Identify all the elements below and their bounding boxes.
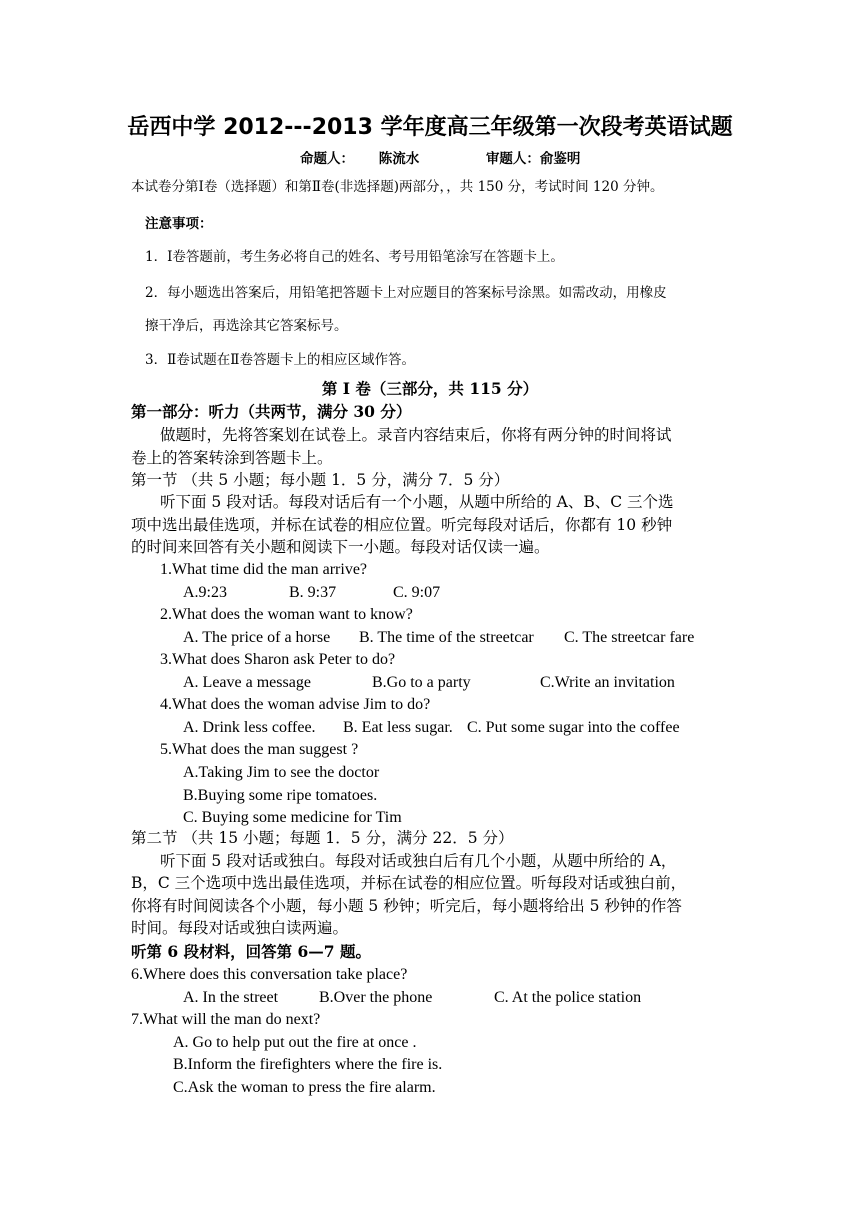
question-6: 6.Where does this conversation take place? [131, 966, 408, 983]
part1-instr: 做题时，先将答案划在试卷上。录音内容结束后，你将有两分钟的时间将试 [160, 426, 672, 444]
section2-instr: 时间。每段对话或独白读两遍。 [131, 919, 349, 937]
question-1: 1.What time did the man arrive? [160, 561, 368, 578]
question-3: 3.What does Sharon ask Peter to do? [160, 651, 396, 668]
question-4: 4.What does the woman advise Jim to do? [160, 696, 431, 713]
option-a: A. Drink less coffee. [183, 719, 316, 736]
note-item: 1．Ⅰ卷答题前，考生务必将自己的姓名、考号用铅笔涂写在答题卡上。 [145, 249, 564, 265]
question-7: 7.What will the man do next? [131, 1011, 321, 1028]
option-c: C. The streetcar fare [564, 629, 695, 646]
option-c: C.Write an invitation [540, 674, 675, 691]
material-6-heading: 听第 6 段材料，回答第 6—7 题。 [131, 942, 371, 961]
setter-name: 陈流水 [378, 151, 420, 167]
volume1-heading: 第 I 卷（三部分，共 115 分） [321, 379, 539, 398]
section1-instr: 听下面 5 段对话。每段对话后有一个小题，从题中所给的 A、B、C 三个选 [160, 493, 674, 511]
note-item: 2．每小题选出答案后，用铅笔把答题卡上对应题目的答案标号涂黑。如需改动，用橡皮 [145, 285, 667, 301]
option-b: B. Eat less sugar. [343, 719, 453, 736]
section1-instr: 的时间来回答有关小题和阅读下一小题。每段对话仅读一遍。 [131, 538, 550, 556]
part1-instr: 卷上的答案转涂到答题卡上。 [131, 449, 333, 467]
section2-instr: 听下面 5 段对话或独白。每段对话或独白后有几个小题，从题中所给的 A， [160, 852, 677, 870]
option-a: A.9:23 [183, 584, 227, 601]
setter-label: 命题人： [300, 151, 354, 167]
option-a: A. The price of a horse [183, 629, 331, 646]
option-b: B.Buying some ripe tomatoes. [183, 787, 378, 804]
exam-intro: 本试卷分第Ⅰ卷（选择题）和第Ⅱ卷(非选择题)两部分，，共 150 分，考试时间 120 分钟。 [131, 179, 664, 195]
option-b: B.Go to a party [372, 674, 471, 691]
section2-heading: 第二节 （共 15 小题；每题 1．5 分，满分 22．5 分） [131, 829, 514, 847]
option-b: B. The time of the streetcar [359, 629, 534, 646]
option-b: B. 9:37 [289, 584, 337, 601]
reviewer: 审题人：俞鉴明 [485, 151, 581, 167]
option-a: A. In the street [183, 989, 279, 1006]
option-b: B.Over the phone [319, 989, 433, 1006]
section1-instr: 项中选出最佳选项，并标在试卷的相应位置。听完每段对话后，你都有 10 秒钟 [131, 516, 673, 534]
question-2: 2.What does the woman want to know? [160, 606, 413, 623]
option-a: A.Taking Jim to see the doctor [183, 764, 380, 781]
notes-heading: 注意事项： [145, 216, 213, 232]
note-item: 3．Ⅱ卷试题在Ⅱ卷答题卡上的相应区域作答。 [145, 352, 415, 368]
option-c: C. Put some sugar into the coffee [467, 719, 680, 736]
option-c: C.Ask the woman to press the fire alarm. [173, 1079, 436, 1096]
note-item: 擦干净后，再选涂其它答案标号。 [145, 318, 348, 334]
option-c: C. Buying some medicine for Tim [183, 809, 402, 826]
option-c: C. At the police station [494, 989, 642, 1006]
part1-heading: 第一部分：听力（共两节，满分 30 分） [131, 402, 412, 421]
option-a: A. Leave a message [183, 674, 311, 691]
option-b: B.Inform the firefighters where the fire is. [173, 1056, 443, 1073]
question-5: 5.What does the man suggest ? [160, 741, 359, 758]
option-c: C. 9:07 [393, 584, 441, 601]
section2-instr: B，C 三个选项中选出最佳选项，并标在试卷的相应位置。听每段对话或独白前， [131, 874, 687, 892]
exam-title: 岳西中学 2012---2013 学年度高三年级第一次段考英语试题 [127, 115, 733, 140]
section2-instr: 你将有时间阅读各个小题，每小题 5 秒钟；听完后，每小题将给出 5 秒钟的作答 [131, 897, 682, 915]
section1-heading: 第一节 （共 5 小题；每小题 1．5 分，满分 7．5 分） [131, 471, 510, 489]
option-a: A. Go to help put out the fire at once . [173, 1034, 417, 1051]
author-line [300, 153, 580, 167]
